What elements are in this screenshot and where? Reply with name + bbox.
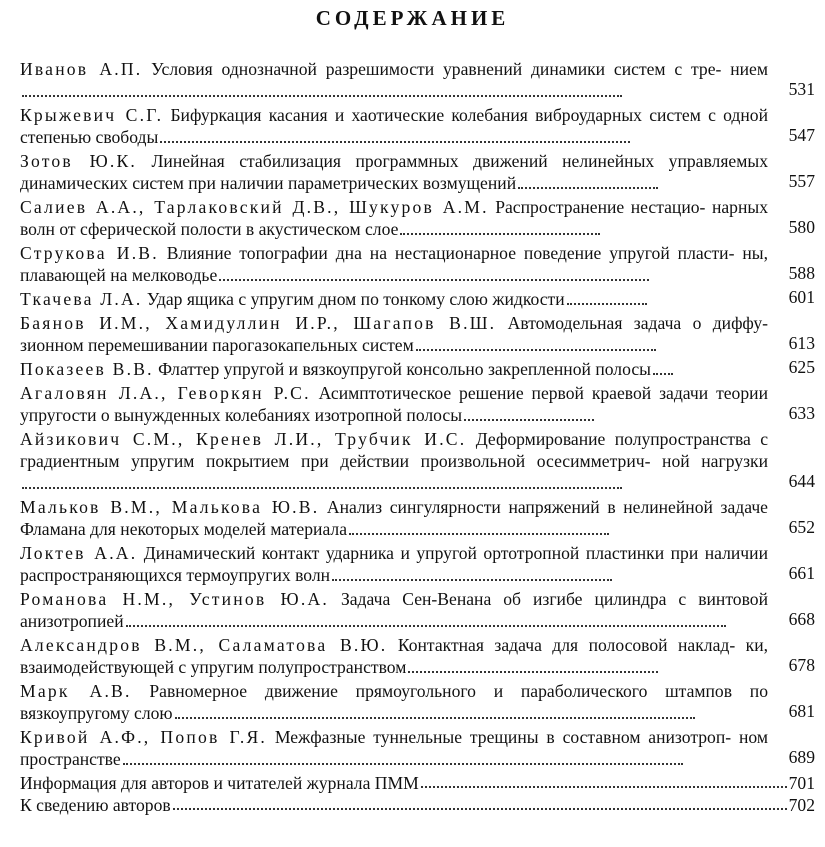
entry-title-cont: вязкоупругому слою (20, 703, 173, 723)
toc-entry (20, 58, 815, 102)
entry-page: 701 (788, 773, 815, 793)
dot-leader (464, 419, 594, 421)
entry-authors: Зотов Ю.К. (20, 151, 138, 171)
dot-leader (567, 303, 647, 305)
entry-title: Межфазные туннельные трещины в составном анизотроп- (274, 727, 732, 747)
toc-entry (20, 150, 815, 194)
entry-title: Автомодельная задача о диффу- (507, 313, 769, 333)
toc-entry (20, 542, 815, 586)
dot-leader (175, 717, 695, 719)
entry-authors: Крыжевич С.Г. (20, 105, 164, 125)
entry-text (20, 588, 768, 632)
entry-authors: Кривой А.Ф., Попов Г.Я. (20, 727, 268, 747)
entry-title: Линейная стабилизация программных движений нелинейных управляемых (151, 151, 768, 171)
entry-page: 678 (788, 655, 815, 675)
entry-title-cont: задаче Фламана для некоторых моделей материала (20, 497, 768, 539)
entry-text (20, 726, 768, 770)
entry-authors: Агаловян Л.А., Геворкян Р.С. (20, 383, 311, 403)
entry-authors: Айзикович С.М., Кренев Л.И., Трубчик И.С. (20, 429, 467, 449)
entry-title: Распространение нестацио- (495, 197, 706, 217)
entry-page: 644 (788, 471, 815, 491)
toc-entry-notice (20, 794, 815, 816)
entry-authors: Марк А.В. (20, 681, 132, 701)
dot-leader (173, 808, 787, 810)
entry-title-cont: ны, плавающей на мелководье (20, 243, 768, 285)
entry-title: Информация для авторов и читателей журнала ПММ (20, 773, 419, 793)
table-of-contents (20, 58, 815, 816)
entry-text (20, 104, 768, 148)
toc-entry (20, 382, 815, 426)
toc-entry (20, 726, 815, 770)
dot-leader (160, 141, 630, 143)
entry-authors: Ткачева Л.А. (20, 289, 143, 309)
toc-entry (20, 428, 815, 494)
entry-title-cont: ной нагрузки (662, 451, 768, 471)
entry-title-cont: с одной степенью свободы (20, 105, 769, 147)
entry-title: Контактная задача для полосовой наклад- (397, 635, 736, 655)
entry-text (20, 312, 768, 356)
dot-leader (421, 786, 787, 788)
entry-text (20, 542, 768, 586)
entry-text (20, 496, 768, 540)
entry-title-cont: ном пространстве (20, 727, 768, 769)
dot-leader (22, 95, 622, 97)
entry-page: 613 (788, 333, 815, 353)
entry-text (20, 196, 768, 240)
entry-page: 633 (788, 403, 815, 423)
entry-title: Удар ящика с упругим дном по тонкому слою жидкости (146, 289, 565, 309)
entry-page: 625 (788, 357, 815, 377)
dot-leader (408, 671, 658, 673)
dot-leader (126, 625, 726, 627)
entry-title-cont: нарных волн от сферической полости в акустическом слое (20, 197, 768, 239)
entry-authors: Салиев А.А., Тарлаковский Д.В., Шукуров А.М. (20, 197, 489, 217)
entry-text (20, 150, 768, 194)
entry-title-cont: теории упругости о вынужденных колебаниях изотропной полосы (20, 383, 768, 425)
page-title: СОДЕРЖАНИЕ (315, 6, 510, 30)
entry-title: Задача Сен-Венана об изгибе цилиндра с винтовой (340, 589, 769, 609)
entry-page: 668 (788, 609, 815, 629)
entry-title-cont: ки, взаимодействующей с упругим полупространством (20, 635, 769, 677)
dot-leader (518, 187, 658, 189)
toc-entry (20, 680, 815, 724)
entry-page: 557 (788, 171, 815, 191)
dot-leader (653, 373, 673, 375)
dot-leader (332, 579, 612, 581)
dot-leader (123, 763, 683, 765)
entry-page: 702 (788, 795, 815, 815)
entry-title-cont: наличии распространяющихся термоупругих волн (20, 543, 768, 585)
entry-title: Условия однозначной разрешимости уравнений динамики систем с тре- (151, 59, 722, 79)
entry-page: 661 (788, 563, 815, 583)
entry-title: Асимптотическое решение первой краевой задачи (318, 383, 709, 403)
entry-title: К сведению авторов (20, 795, 171, 815)
entry-text (20, 634, 768, 678)
entry-page: 689 (788, 747, 815, 767)
toc-entry (20, 104, 815, 148)
entry-text (20, 288, 768, 310)
toc-entry (20, 358, 815, 380)
entry-page: 547 (788, 125, 815, 145)
entry-authors: Показеев В.В. (20, 359, 154, 379)
toc-entry (20, 588, 815, 632)
entry-title: Анализ сингулярности напряжений в нелинейной (326, 497, 713, 517)
toc-entry-info (20, 772, 815, 794)
entry-page: 652 (788, 517, 815, 537)
entry-page: 580 (788, 217, 815, 237)
toc-entry (20, 242, 815, 286)
entry-title: Флаттер упругой и вязкоупругой консольно закрепленной полосы (158, 359, 651, 379)
entry-title-cont: анизотропией (20, 611, 124, 631)
entry-text (20, 58, 768, 102)
entry-text (20, 382, 768, 426)
entry-title: Деформирование полупространства с градиентным упругим покрытием при действии произвольной осесимметрич- (20, 429, 769, 471)
entry-title: Влияние топографии дна на нестационарное поведение упругой пласти- (166, 243, 735, 263)
entry-title: Динамический контакт ударника и упругой ортотропной пластинки при (143, 543, 699, 563)
entry-page: 531 (788, 79, 815, 99)
dot-leader (416, 349, 656, 351)
entry-authors: Иванов А.П. (20, 59, 143, 79)
entry-title: Равномерное движение прямоугольного и параболического штампов по (149, 681, 769, 701)
toc-entry (20, 496, 815, 540)
entry-authors: Александров В.М., Саламатова В.Ю. (20, 635, 388, 655)
entry-text (20, 242, 768, 286)
dot-leader (219, 279, 649, 281)
entry-authors: Баянов И.М., Хамидуллин И.Р., Шагапов В.Ш. (20, 313, 497, 333)
entry-title-cont: динамических систем при наличии параметрических возмущений (20, 173, 517, 193)
entry-page: 601 (788, 287, 815, 307)
entry-title: Бифуркация касания и хаотические колебания виброударных систем (170, 105, 701, 125)
entry-page: 681 (788, 701, 815, 721)
toc-entry (20, 196, 815, 240)
entry-authors: Романова Н.М., Устинов Ю.А. (20, 589, 329, 609)
entry-text (20, 358, 768, 380)
toc-entry (20, 288, 815, 310)
entry-text (20, 428, 768, 494)
toc-entry (20, 312, 815, 356)
dot-leader (22, 487, 622, 489)
entry-authors: Локтев А.А. (20, 543, 138, 563)
entry-authors: Струкова И.В. (20, 243, 159, 263)
dot-leader (349, 533, 609, 535)
entry-page: 588 (788, 263, 815, 283)
dot-leader (400, 233, 600, 235)
entry-text (20, 680, 768, 724)
entry-title-cont: нием (730, 59, 768, 79)
entry-title-cont: зионном перемешивании парогазокапельных систем (20, 335, 414, 355)
entry-authors: Мальков В.М., Малькова Ю.В. (20, 497, 320, 517)
toc-entry (20, 634, 815, 678)
